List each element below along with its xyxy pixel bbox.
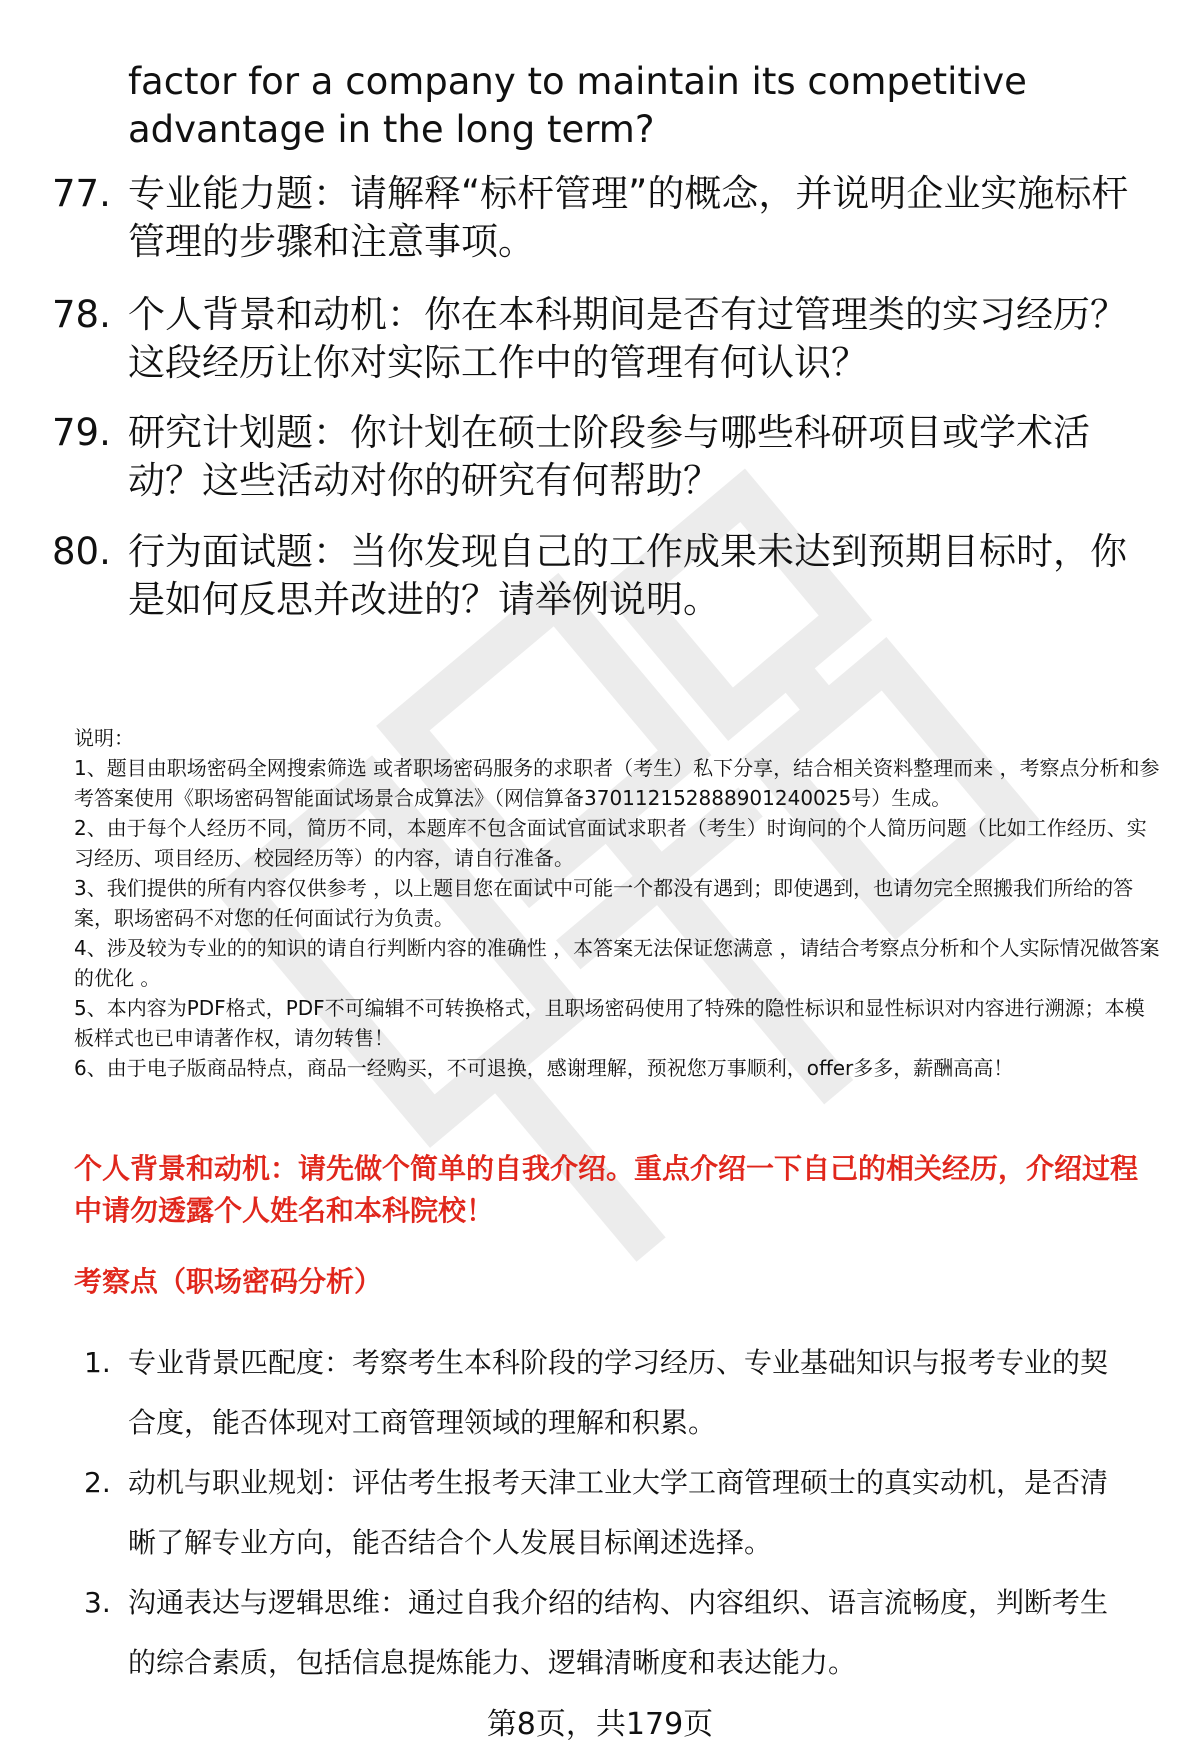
question-text: 研究计划题：你计划在硕士阶段参与哪些科研项目或学术活动？这些活动对你的研究有何帮助？ — [128, 411, 1090, 502]
question-item — [52, 291, 1152, 387]
question-continuation: factor for a company to maintain its competitive advantage in the long term? — [128, 60, 1027, 151]
note-item: 1、题目由职场密码全网搜索筛选 或者职场密码服务的求职者（考生）私下分享，结合相关资料整理而来 ，考察点分析和参考答案使用《职场密码智能面试场景合成算法》（网信算备370112152888901240025号）生成。 — [74, 756, 1160, 810]
note-item: 4、涉及较为专业的的知识的请自行判断内容的准确性 ，本答案无法保证您满意 ，请结合考察点分析和个人实际情况做答案的优化 。 — [74, 936, 1160, 990]
analysis-heading: 考察点（职场密码分析） — [74, 1265, 383, 1298]
analysis-item-number: 3. — [84, 1586, 111, 1619]
note-item: 6、由于电子版商品特点，商品一经购买，不可退换，感谢理解，预祝您万事顺利，offer多多，薪酬高高！ — [74, 1056, 1014, 1080]
question-item — [52, 170, 1152, 266]
question-number: 80. — [52, 530, 111, 573]
question-text: 专业能力题：请解释“标杆管理”的概念，并说明企业实施标杆管理的步骤和注意事项。 — [128, 172, 1129, 263]
question-text: 行为面试题：当你发现自己的工作成果未达到预期目标时，你是如何反思并改进的？请举例说明。 — [128, 530, 1127, 621]
question-text: 个人背景和动机：你在本科期间是否有过管理类的实习经历？这段经历让你对实际工作中的管理有何认识？ — [128, 293, 1127, 384]
note-item: 5、本内容为PDF格式，PDF不可编辑不可转换格式，且职场密码使用了特殊的隐性标识和显性标识对内容进行溯源；本模板样式也已申请著作权，请勿转售！ — [74, 996, 1145, 1050]
analysis-item-text: 动机与职业规划：评估考生报考天津工业大学工商管理硕士的真实动机，是否清晰了解专业方向，能否结合个人发展目标阐述选择。 — [128, 1466, 1109, 1559]
page-number-footer: 第8页，共179页 — [486, 1707, 714, 1742]
highlight-question: 个人背景和动机：请先做个简单的自我介绍。重点介绍一下自己的相关经历，介绍过程中请勿透露个人姓名和本科院校！ — [74, 1152, 1139, 1227]
analysis-item-text: 专业背景匹配度：考察考生本科阶段的学习经历、专业基础知识与报考专业的契合度，能否体现对工商管理领域的理解和积累。 — [128, 1346, 1109, 1439]
note-item: 2、由于每个人经历不同，简历不同，本题库不包含面试官面试求职者（考生）时询问的个人简历问题（比如工作经历、实习经历、项目经历、校园经历等）的内容，请自行准备。 — [74, 816, 1147, 870]
analysis-list — [84, 1333, 1164, 1693]
analysis-item-number: 2. — [84, 1466, 111, 1499]
analysis-item — [84, 1333, 1164, 1453]
question-item — [52, 409, 1152, 505]
analysis-item-number: 1. — [84, 1346, 111, 1379]
notes-title: 说明： — [74, 726, 134, 750]
notes-section — [74, 723, 1160, 1083]
question-item — [52, 528, 1152, 624]
note-item: 3、我们提供的所有内容仅供参考 ，以上题目您在面试中可能一个都没有遇到；即使遇到，也请勿完全照搬我们所给的答案，职场密码不对您的任何面试行为负责。 — [74, 876, 1134, 930]
question-number: 77. — [52, 172, 111, 215]
analysis-item-text: 沟通表达与逻辑思维：通过自我介绍的结构、内容组织、语言流畅度，判断考生的综合素质，包括信息提炼能力、逻辑清晰度和表达能力。 — [128, 1586, 1109, 1679]
analysis-item — [84, 1573, 1164, 1693]
analysis-item — [84, 1453, 1164, 1573]
question-number: 78. — [52, 293, 111, 336]
question-number: 79. — [52, 411, 111, 454]
